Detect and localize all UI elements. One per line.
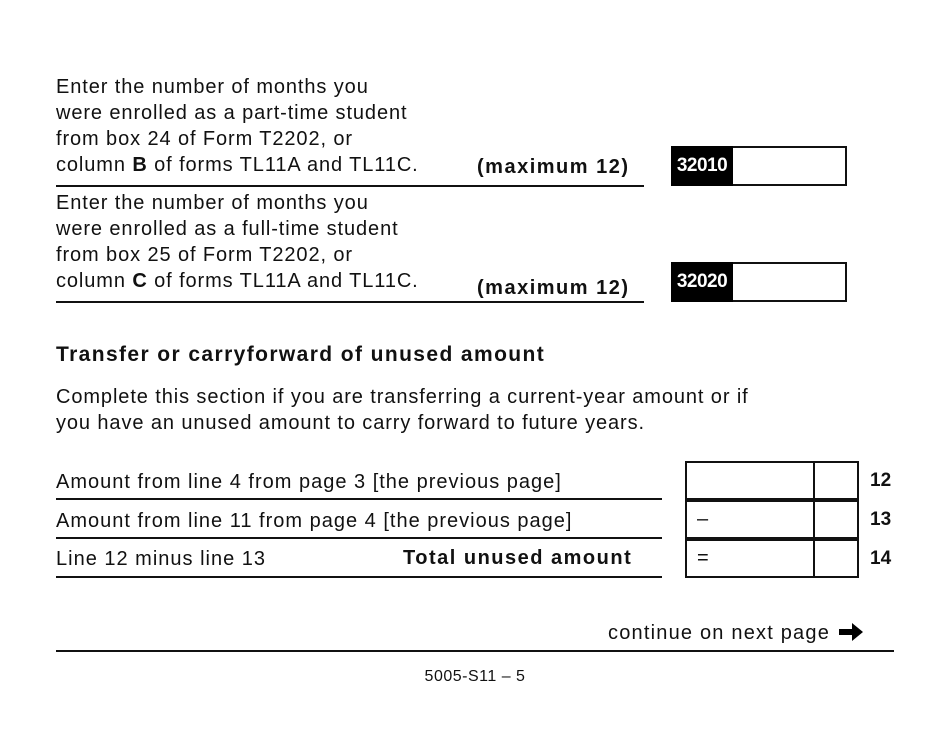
total-unused-amount-label: Total unused amount <box>403 547 633 569</box>
footer-rule <box>56 650 894 652</box>
line-12-rule <box>56 498 662 500</box>
line-12-amount-box[interactable] <box>685 461 859 500</box>
continue-text: continue on next page <box>608 622 831 644</box>
part-time-rule <box>56 185 644 187</box>
line-13-cents-field[interactable] <box>813 502 857 537</box>
line-12-label: Amount from line 4 from page 3 [the previous page] <box>56 471 562 493</box>
line-12-cents-field[interactable] <box>813 463 857 498</box>
full-time-instructions <box>56 190 486 294</box>
line-code-32020: 32020 <box>671 262 733 302</box>
line-14-amount-box[interactable] <box>685 539 859 578</box>
full-time-line-4: column C of forms TL11A and TL11C. <box>56 270 419 292</box>
full-time-months-input[interactable] <box>733 264 845 300</box>
line-13-label: Amount from line 11 from page 4 [the previous page] <box>56 510 573 532</box>
continue-on-next-page <box>608 621 865 645</box>
full-time-months-box <box>671 262 847 302</box>
part-time-months-box <box>671 146 847 186</box>
transfer-intro-line-2: you have an unused amount to carry forward to future years. <box>56 412 645 434</box>
part-time-instructions <box>56 74 486 178</box>
transfer-section-heading: Transfer or carryforward of unused amount <box>56 343 546 366</box>
part-time-months-input[interactable] <box>733 148 845 184</box>
column-letter: C <box>132 270 148 292</box>
transfer-intro <box>56 384 896 436</box>
column-letter: B <box>132 154 148 176</box>
part-time-line-2: were enrolled as a part-time student <box>56 102 408 124</box>
line-14-rule <box>56 576 662 578</box>
full-time-rule <box>56 301 644 303</box>
line-13-rule <box>56 537 662 539</box>
line-code-32010: 32010 <box>671 146 733 186</box>
transfer-intro-line-1: Complete this section if you are transferring a current-year amount or if <box>56 386 749 408</box>
line-13-amount-box[interactable] <box>685 500 859 539</box>
line-13-number: 13 <box>870 509 892 530</box>
part-time-line-3: from box 24 of Form T2202, or <box>56 128 353 150</box>
minus-sign: – <box>697 508 709 530</box>
line-14-cents-field[interactable] <box>813 541 857 576</box>
arrow-right-icon <box>837 621 865 643</box>
part-time-line-1: Enter the number of months you <box>56 76 369 98</box>
full-time-line-3: from box 25 of Form T2202, or <box>56 244 353 266</box>
full-time-line-2: were enrolled as a full-time student <box>56 218 399 240</box>
part-time-max-label: (maximum 12) <box>477 156 630 178</box>
line-12-number: 12 <box>870 470 892 491</box>
line-14-number: 14 <box>870 548 892 569</box>
full-time-line-1: Enter the number of months you <box>56 192 369 214</box>
part-time-line-4: column B of forms TL11A and TL11C. <box>56 154 419 176</box>
full-time-max-label: (maximum 12) <box>477 277 630 299</box>
line-14-label: Line 12 minus line 13 <box>56 548 267 570</box>
equals-sign: = <box>697 547 709 569</box>
page-identifier: 5005-S11 – 5 <box>424 668 526 685</box>
